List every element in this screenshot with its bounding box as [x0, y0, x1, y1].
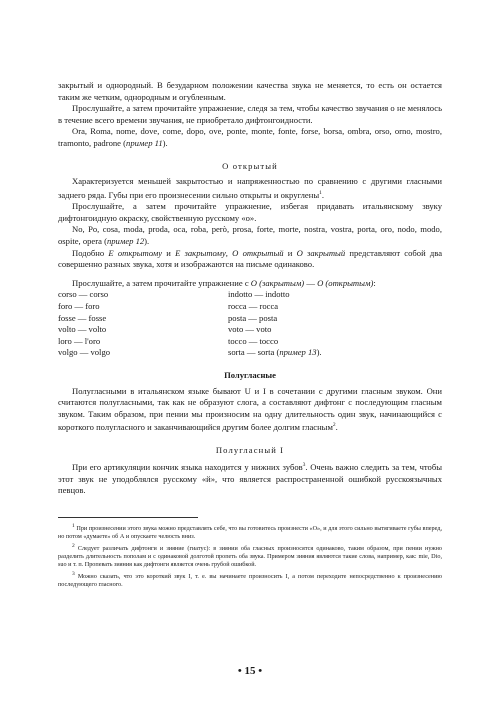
word-pair-right: tocco — tocco: [228, 335, 279, 346]
page-number: • 15 •: [237, 665, 263, 677]
page-body: [58, 80, 442, 589]
open-o-paragraph-1: Характеризуется меньшей закрытостью и напряженностью по сравнению с другими гласными заднего ряда. Губы при его произнесении сильно открыты и округлены$^1$.: [58, 176, 442, 200]
word-pair-right: voto — voto: [228, 324, 272, 335]
word-pair-left: fosse — fosse: [58, 312, 107, 323]
word-pair-right: sorta — sorta (пример 13).: [228, 347, 322, 358]
open-o-paragraph-5: Прослушайте, а затем прочитайте упражнение с О (закрытым) — О (открытым):: [72, 277, 376, 288]
word-pair-right: rocca — rocca: [228, 300, 279, 311]
intro-paragraph-3: Ora, Roma, nome, dove, come, dopo, ove, ponte, monte, fonte, forse, borsa, ombra, orso, orno, mostro, tramonto, padrone (пример 11).: [58, 126, 442, 148]
open-o-paragraph-4: Подобно Е открытому и Е закрытому, О открытый и О закрытый представляют собой два совершенно разных звука, хотя и изображаются на письме одинаково.: [58, 247, 443, 270]
word-pair-left: foro — foro: [58, 300, 100, 311]
heading-open-o: О открытый: [222, 160, 278, 171]
heading-semivowels: Полугласные: [224, 369, 276, 380]
open-o-paragraph-2: Прослушайте, а затем прочитайте упражнение, избегая придавать итальянскому звуку дифтонгоидную окраску, свойственную русскому «о».: [58, 201, 442, 223]
footnote-2: $^2$ Следует различать дифтонги и зияние (гиатус): в зиянии оба гласных произносятся одинаково, таким образом, при пении нужно разделить длительность пополам и с одинаковой долготой пропеть оба звука. Примером зияния являются такие слова, например, как: mie, Dio, suo и т. п. Пропевать зияния как дифтонги является очень грубой ошибкой.: [58, 542, 443, 569]
footnote-divider: [58, 517, 198, 518]
heading-semivowel-i: Полугласный I: [215, 444, 285, 455]
open-o-paragraph-3: No, Po, cosa, moda, proda, oca, roba, però, prosa, forte, morte, nostra, vostra, porta, oro, nodo, modo, ospite, opera (пример 12).: [58, 224, 442, 246]
semivowel-i-paragraph: При его артикуляции кончик языка находится у нижних зубов$^3$. Очень важно следить за тем, чтобы этот звук не уподоблялся русскому «й», что является распространенной ошибкой русскоязычных певцов.: [58, 462, 442, 496]
word-pair-left: corso — corso: [58, 289, 109, 300]
intro-paragraph-2: Прослушайте, а затем прочитайте упражнение, следя за тем, чтобы качество звучания o не менялось в течение всего времени звучания, не приобретало дифтонгоидности.: [58, 103, 442, 125]
word-pair-left: volgo — volgo: [58, 347, 111, 358]
word-pair-left: volto — volto: [58, 324, 107, 335]
word-pair-left: loro — l'oro: [58, 335, 101, 346]
footnote-3: $^3$ Можно сказать, что это короткий звук I, т. е. вы начинаете произносить I, а потом переходите непосредственно к произнесению последующего гласного.: [58, 570, 443, 588]
intro-paragraph-1: закрытый и однородный. В безударном положении качества звука не меняется, то есть он остается таким же четким, однородным и огубленным.: [58, 80, 442, 102]
word-pair-right: indotto — indotto: [228, 289, 290, 300]
semivowels-paragraph: Полугласными в итальянском языке бывают U и I в сочетании с другими гласным звуком. Они считаются полугласными, так как не образуют слога, а составляют дифтонг с последующим гласным звуком. Таким образом, при пении мы произносим на одну длительность один звук, начинающийся с короткого полугласного и заканчивающийся другим более долгим гласным$^2$.: [58, 385, 442, 433]
footnote-1: $^1$ При произнесении этого звука можно представлять себе, что вы готовитесь произнести «О», и для этого сильно вытягиваете губы вперед, но потом «думаете» об А и опускаете челюсть вниз.: [58, 522, 442, 541]
word-pair-right: posta — posta: [228, 312, 278, 323]
word-pairs-table: [58, 289, 442, 359]
